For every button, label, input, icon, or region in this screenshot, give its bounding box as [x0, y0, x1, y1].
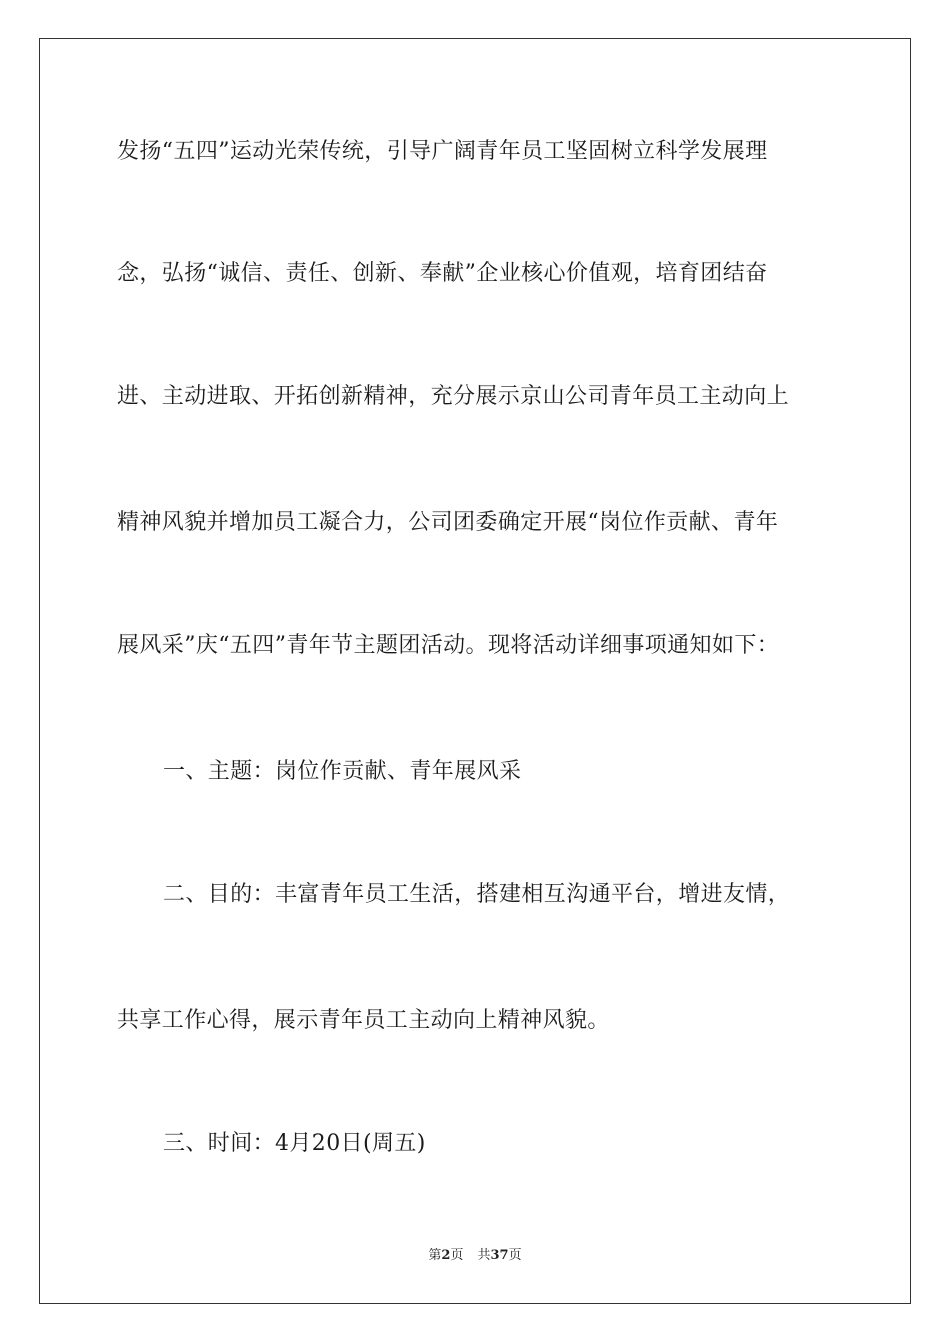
page-footer	[0, 1247, 950, 1265]
total-pages: 37	[490, 1248, 509, 1263]
body-text-line-1: 发扬“五四”运动光荣传统，引导广阔青年员工坚固树立科学发展理	[117, 139, 768, 164]
section-time: 三、时间：4月20日(周五)	[163, 1131, 426, 1156]
body-text-line-4: 精神风貌并增加员工凝合力，公司团委确定开展“岗位作贡献、青年	[117, 510, 779, 535]
total-suffix: 页	[508, 1248, 522, 1263]
section-purpose-continued: 共享工作心得，展示青年员工主动向上精神风貌。	[117, 1008, 610, 1033]
body-text-line-2: 念，弘扬“诚信、责任、创新、奉献”企业核心价值观，培育团结奋	[117, 261, 768, 286]
page-border	[39, 38, 911, 1304]
total-prefix: 共	[477, 1248, 491, 1263]
body-text-line-3: 进、主动进取、开拓创新精神，充分展示京山公司青年员工主动向上	[117, 384, 790, 409]
section-purpose: 二、目的：丰富青年员工生活，搭建相互沟通平台，增进友情，	[163, 882, 791, 907]
page-prefix: 第	[428, 1248, 442, 1263]
section-theme: 一、主题：岗位作贡献、青年展风采	[163, 759, 522, 784]
body-text-line-5: 展风采”庆“五四”青年节主题团活动。现将活动详细事项通知如下：	[117, 633, 780, 658]
page-suffix: 页	[450, 1248, 464, 1263]
page-number: 2	[441, 1248, 451, 1263]
